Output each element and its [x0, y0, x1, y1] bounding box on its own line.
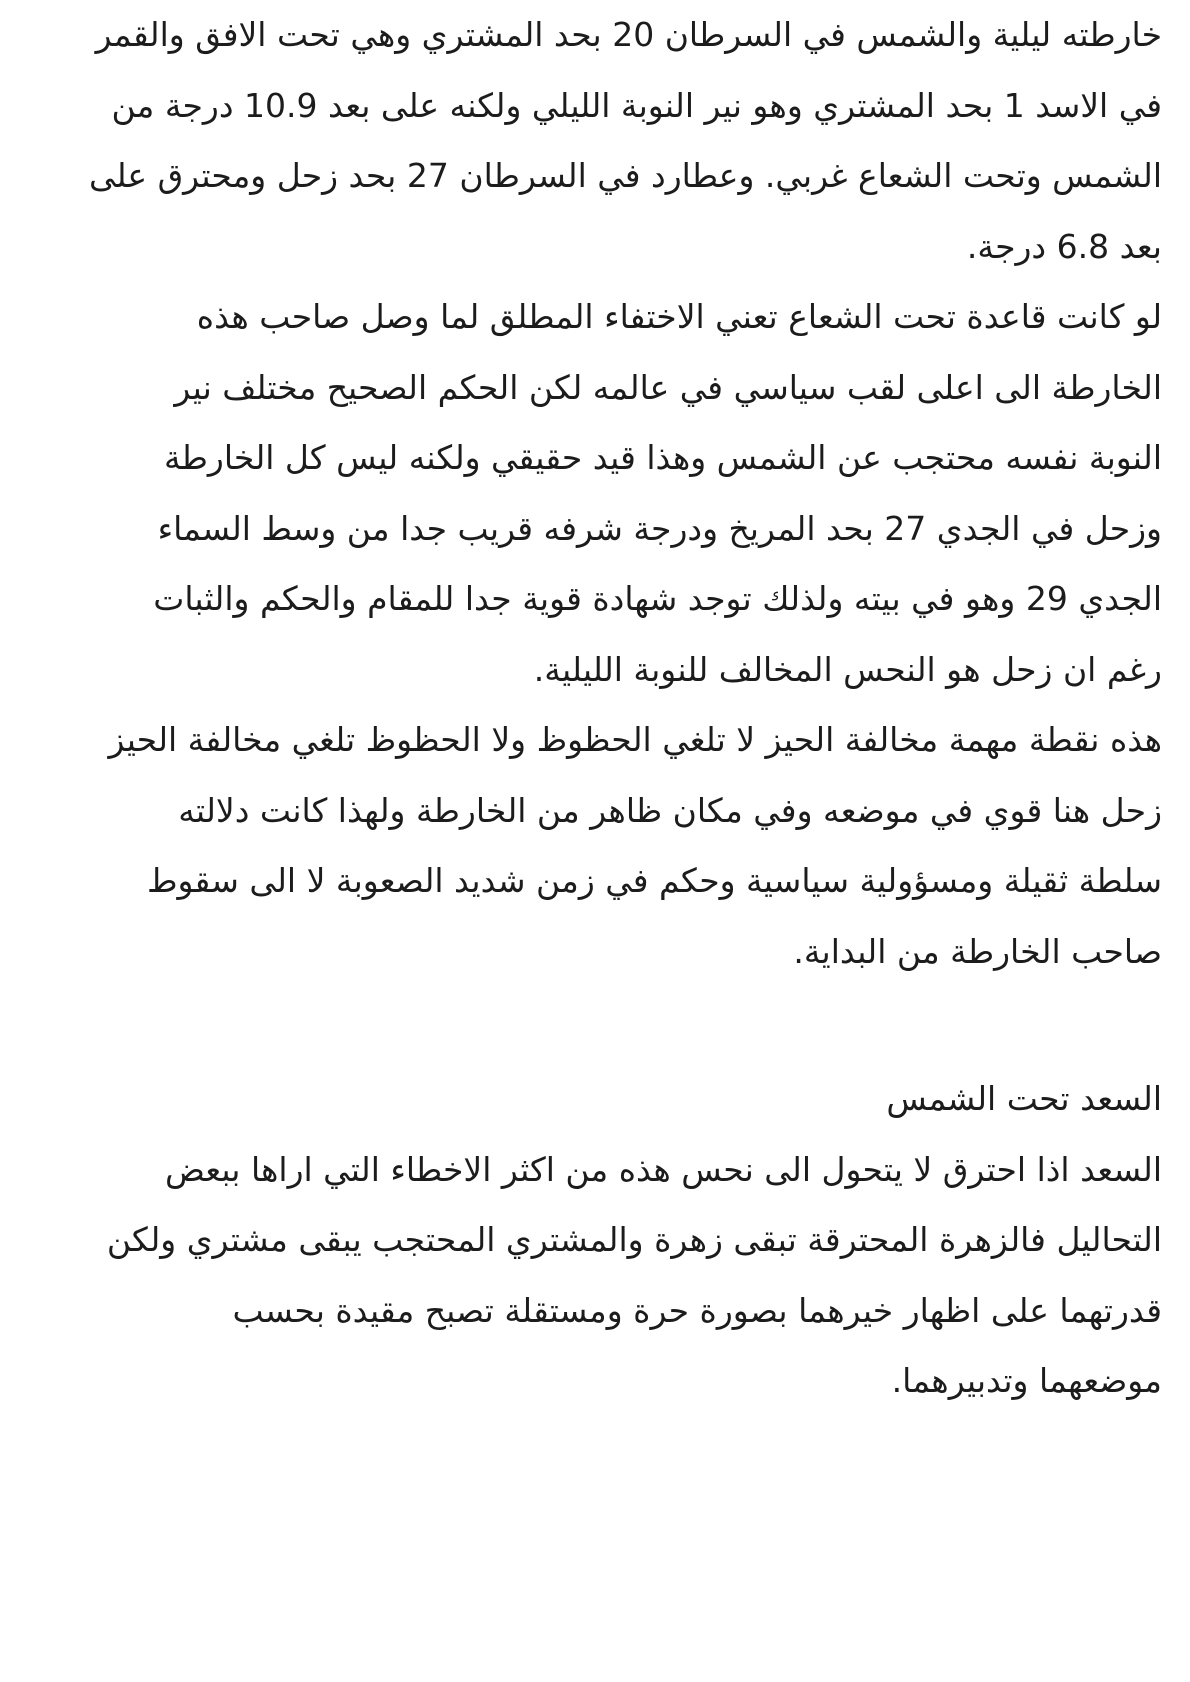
paragraph-chart-positions — [24, 0, 1162, 282]
text-line: هذه نقطة مهمة مخالفة الحيز لا تلغي الحظوظ ولا الحظوظ تلغي مخالفة الحيز — [108, 720, 1162, 759]
paragraph-under-the-beams-rule — [24, 282, 1162, 705]
text-line: سلطة ثقيلة ومسؤولية سياسية وحكم في زمن شديد الصعوبة لا الى سقوط — [146, 861, 1162, 900]
paragraph-benefics-under-sun — [24, 1135, 1162, 1417]
text-line: الشمس وتحت الشعاع غربي. وعطارد في السرطان 27 بحد زحل ومحترق على — [88, 156, 1162, 195]
text-line: لو كانت قاعدة تحت الشعاع تعني الاختفاء المطلق لما وصل صاحب هذه — [196, 297, 1162, 336]
text-line: الخارطة الى اعلى لقب سياسي في عالمه لكن الحكم الصحيح مختلف نير — [174, 367, 1162, 407]
text-line: رغم ان زحل هو النحس المخالف للنوبة الليلية. — [533, 649, 1162, 689]
text-line: قدرتهما على اظهار خيرهما بصورة حرة ومستقلة تصبح مقيدة بحسب — [232, 1290, 1162, 1330]
paragraph-sect-and-dignity — [24, 705, 1162, 987]
text-line: في الاسد 1 بحد المشتري وهو نير النوبة الليلي ولكنه على بعد 10.9 درجة من — [111, 85, 1162, 125]
section-heading: السعد تحت الشمس — [886, 1079, 1162, 1118]
text-line: زحل هنا قوي في موضعه وفي مكان ظاهر من الخارطة ولهذا كانت دلالته — [178, 790, 1162, 830]
text-line: صاحب الخارطة من البداية. — [793, 931, 1162, 971]
text-line: خارطته ليلية والشمس في السرطان 20 بحد المشتري وهي تحت الافق والقمر — [95, 15, 1162, 54]
text-line: وزحل في الجدي 27 بحد المريخ ودرجة شرفه قريب جدا من وسط السماء — [157, 508, 1162, 548]
text-line: موضعهما وتدبيرهما. — [891, 1361, 1162, 1400]
paragraph-spacer — [24, 987, 1162, 1064]
text-line: التحاليل فالزهرة المحترقة تبقى زهرة والمشتري المحتجب يبقى مشتري ولكن — [106, 1220, 1162, 1259]
text-line: السعد اذا احترق لا يتحول الى نحس هذه من اكثر الاخطاء التي اراها ببعض — [164, 1149, 1162, 1189]
text-line: الجدي 29 وهو في بيته ولذلك توجد شهادة قوية جدا للمقام والحكم والثبات — [153, 579, 1162, 618]
text-line: النوبة نفسه محتجب عن الشمس وهذا قيد حقيقي ولكنه ليس كل الخارطة — [163, 438, 1162, 477]
text-line: بعد 6.8 درجة. — [966, 226, 1162, 266]
